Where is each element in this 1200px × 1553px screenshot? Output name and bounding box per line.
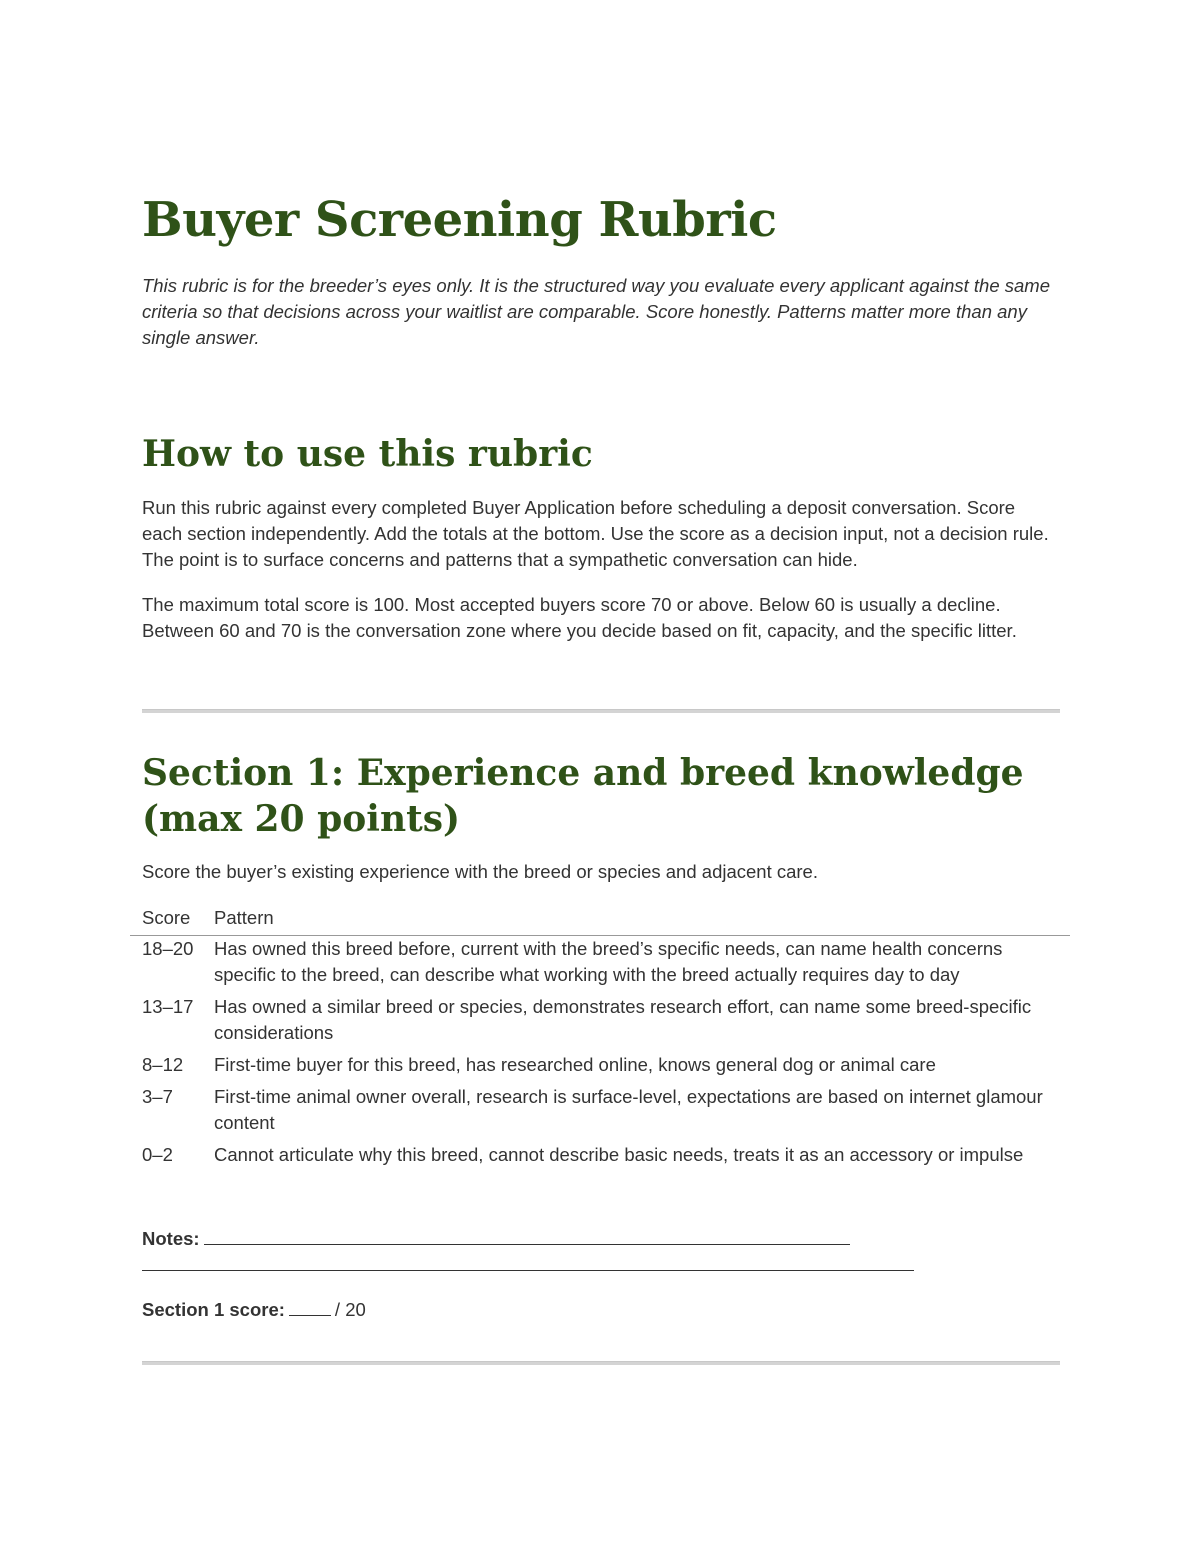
row-pattern: First-time animal owner overall, research is surface-level, expectations are based on internet glamour content bbox=[214, 1086, 1043, 1133]
notes-field bbox=[142, 1226, 914, 1278]
table-header bbox=[130, 905, 1070, 936]
table-row bbox=[130, 1084, 1070, 1136]
row-pattern: First-time buyer for this breed, has researched online, knows general dog or animal care bbox=[214, 1054, 936, 1075]
row-score: 13–17 bbox=[142, 996, 194, 1017]
section-1-score bbox=[142, 1297, 366, 1323]
section-divider bbox=[142, 709, 1060, 713]
intro-paragraph: This rubric is for the breeder’s eyes only. It is the structured way you evaluate every applicant against the same criteria so that decisions across your waitlist are comparable. Score honestly. Patterns matter more than any single answer. bbox=[142, 275, 1050, 348]
score-label: Section 1 score: bbox=[142, 1299, 285, 1320]
section-divider bbox=[142, 1361, 1060, 1365]
table-row bbox=[130, 994, 1070, 1046]
row-pattern: Has owned a similar breed or species, demonstrates research effort, can name some breed-specific considerations bbox=[214, 996, 1032, 1043]
how-to-heading: How to use this rubric bbox=[142, 433, 593, 475]
score-blank[interactable] bbox=[289, 1297, 331, 1316]
notes-line-1[interactable] bbox=[204, 1226, 850, 1245]
how-to-paragraph-1: Run this rubric against every completed Buyer Application before scheduling a deposit conversation. Score each section independently. Add the totals at the bottom. Use the score as a decision input, not a decision rule. The point is to surface concerns and patterns that a sympathetic conversation can hide. bbox=[142, 497, 1049, 570]
table-body bbox=[130, 936, 1070, 1168]
row-score: 3–7 bbox=[142, 1086, 173, 1107]
row-pattern: Has owned this breed before, current with the breed’s specific needs, can name health concerns specific to the breed, can describe what working with the breed actually requires day to day bbox=[214, 938, 1003, 985]
scoring-table bbox=[130, 905, 1070, 1168]
notes-label: Notes: bbox=[142, 1228, 200, 1249]
row-score: 0–2 bbox=[142, 1144, 173, 1165]
how-to-paragraph-2: The maximum total score is 100. Most accepted buyers score 70 or above. Below 60 is usually a decline. Between 60 and 70 is the conversation zone where you decide based on fit, capacity, and the specific litter. bbox=[142, 594, 1017, 641]
table-row bbox=[130, 1142, 1070, 1168]
section-1-description: Score the buyer’s existing experience with the breed or species and adjacent care. bbox=[142, 861, 818, 882]
table-row bbox=[130, 936, 1070, 988]
score-max: / 20 bbox=[334, 1299, 366, 1320]
notes-line-2[interactable] bbox=[142, 1252, 914, 1271]
row-score: 8–12 bbox=[142, 1054, 184, 1075]
table-row bbox=[130, 1052, 1070, 1078]
column-header-score: Score bbox=[142, 907, 191, 928]
section-1-heading: Section 1: Experience and breed knowledge (max 20 points) bbox=[142, 752, 1024, 840]
row-score: 18–20 bbox=[142, 938, 194, 959]
column-header-pattern: Pattern bbox=[214, 907, 274, 928]
page-title: Buyer Screening Rubric bbox=[142, 192, 777, 248]
row-pattern: Cannot articulate why this breed, cannot describe basic needs, treats it as an accessory or impulse bbox=[214, 1144, 1024, 1165]
